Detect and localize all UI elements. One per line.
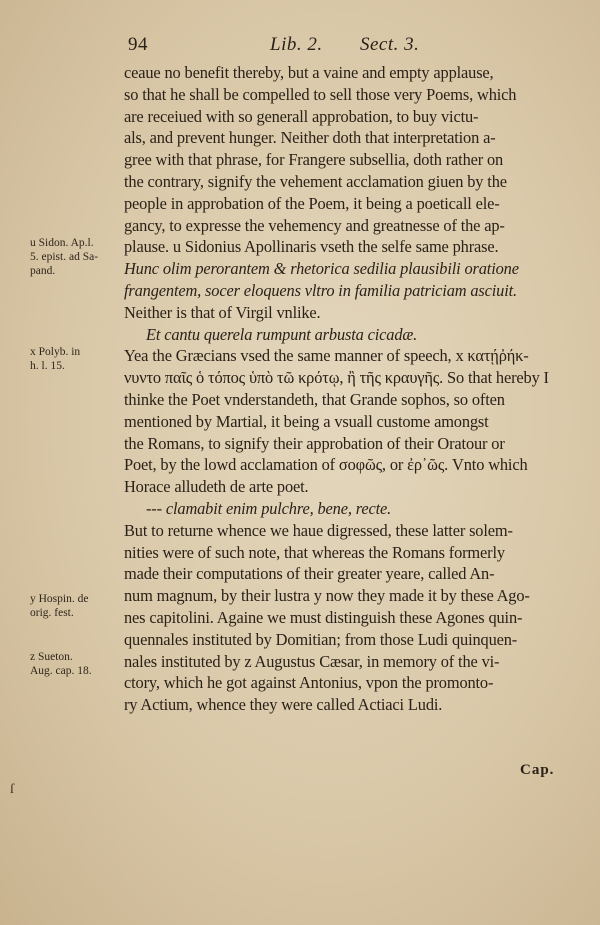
- text-line: gancy, to expresse the vehemency and greatnesse of the ap-: [124, 215, 505, 235]
- text-line: thinke the Poet vnderstandeth, that Grande sophos, so often: [124, 389, 505, 409]
- text-line: ceaue no benefit thereby, but a vaine and empty applause,: [124, 63, 494, 82]
- text-line: plause. u Sidonius Apollinaris vseth the selfe same phrase.: [124, 237, 499, 257]
- text-line: But to returne whence we haue digressed, these latter solem-: [124, 520, 513, 540]
- text-line: made their computations of their greater yeare, called An-: [124, 564, 495, 584]
- page-number: 94: [128, 34, 148, 55]
- quotation-line: Hunc olim perorantem & rhetorica sedilia plausibili oratione: [124, 259, 519, 279]
- text-line: num magnum, by their lustra y now they made it by these Ago-: [124, 586, 530, 606]
- text-line: nales instituted by z Augustus Cæsar, in memory of the vi-: [124, 651, 500, 671]
- text-line: als, and prevent hunger. Neither doth that interpretation a-: [124, 128, 496, 148]
- margin-note-line: orig. fest.: [30, 607, 74, 619]
- text-line: nes capitolini. Againe we must distinguish these Agones quin-: [124, 607, 523, 627]
- text-line: nities were of such note, that whereas the Romans formerly: [124, 542, 505, 562]
- margin-note: [30, 236, 122, 278]
- text-line: νυντο παῖς ὁ τόπος ὑπὸ τῶ κρότῳ, ἢ τῆς κραυγῆς. So that hereby I: [124, 368, 549, 388]
- text-line: ry Actium, whence they were called Actiaci Ludi.: [124, 695, 443, 715]
- margin-note: [30, 650, 122, 678]
- margin-note-line: x Polyb. in: [30, 346, 81, 358]
- margin-note-line: 5. epist. ad Sa-: [30, 251, 99, 263]
- margin-note: [30, 345, 122, 373]
- text-block: [124, 62, 560, 716]
- text-line: Poet, by the lowd acclamation of σοφῶς, or ἐρ᾽ῶς. Vnto which: [124, 455, 528, 475]
- verse-quotation: Et cantu querela rumpunt arbusta cicadæ.: [146, 324, 418, 344]
- text-line: quennales instituted by Domitian; from those Ludi quinquen-: [124, 629, 518, 649]
- margin-note: [30, 592, 122, 620]
- margin-note-line: h. l. 15.: [30, 360, 65, 372]
- text-line: gree with that phrase, for Frangere subsellia, doth rather on: [124, 150, 504, 170]
- text-line: so that he shall be compelled to sell those very Poems, which: [124, 84, 517, 104]
- verse-quotation: --- clamabit enim pulchre, bene, recte.: [146, 498, 392, 518]
- text-line: the Romans, to signify their approbation of their Oratour or: [124, 433, 505, 453]
- book-label: Lib. 2.: [270, 34, 323, 55]
- quotation-line: frangentem, socer eloquens vltro in familia patriciam asciuit.: [124, 280, 517, 300]
- text-line: the contrary, signify the vehement acclamation giuen by the: [124, 171, 507, 191]
- section-label: Sect. 3.: [360, 34, 420, 55]
- margin-note-line: y Hospin. de: [30, 593, 89, 605]
- margin-note-line: pand.: [30, 265, 56, 277]
- catchword: Cap.: [520, 762, 555, 778]
- margin-note-line: Aug. cap. 18.: [30, 665, 92, 677]
- text-line: Neither is that of Virgil vnlike.: [124, 302, 321, 322]
- text-line: Yea the Græcians vsed the same manner of speech, x κατῄῤήκ-: [124, 346, 529, 366]
- text-line: ctory, which he got against Antonius, vpon the promonto-: [124, 673, 494, 693]
- text-line: people in approbation of the Poem, it being a poeticall ele-: [124, 193, 500, 213]
- margin-note-line: z Sueton.: [30, 651, 73, 663]
- stray-ink-mark: ſ: [10, 782, 14, 797]
- text-line: are receiued with so generall approbation, to buy victu-: [124, 106, 479, 126]
- margin-note-line: u Sidon. Ap.l.: [30, 237, 94, 249]
- text-line: Horace alludeth de arte poet.: [124, 477, 309, 497]
- text-line: mentioned by Martial, it being a vsuall custome amongst: [124, 411, 489, 431]
